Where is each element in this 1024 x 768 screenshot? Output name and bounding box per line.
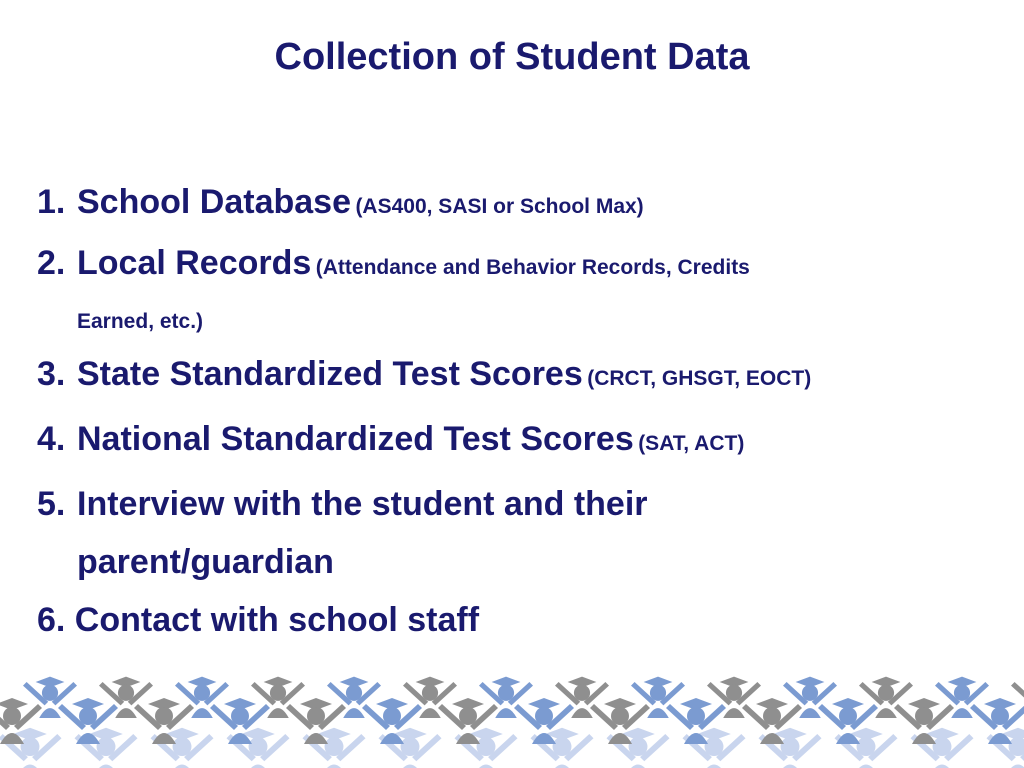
graduate-figure-icon (151, 728, 214, 768)
item-main-text: Interview with the student and their (77, 485, 648, 523)
item-sub-text: (AS400, SASI or School Max) (355, 195, 644, 218)
item-main-text-continued: parent/guardian (77, 543, 334, 581)
graduate-figure-icon (683, 728, 746, 768)
data-sources-list (37, 176, 997, 649)
list-item-6: 6. Contact with school staff (37, 601, 480, 639)
item-sub-text: (Attendance and Behavior Records, Credits (315, 256, 750, 279)
list-number: 1. (37, 183, 66, 221)
item-sub-text-continued: Earned, etc.) (77, 310, 204, 333)
graduate-figure-icon (455, 728, 518, 768)
list-number: 5. (37, 485, 66, 523)
graduate-figures-border (0, 664, 1024, 768)
item-sub-text: (CRCT, GHSGT, EOCT) (587, 367, 812, 390)
item-sub-text: (SAT, ACT) (638, 432, 745, 455)
list-number: 4. (37, 420, 66, 458)
graduate-figure-icon (531, 728, 594, 768)
list-item-2 (37, 234, 997, 345)
list-item-1 (37, 176, 997, 234)
list-item-4 (37, 410, 997, 475)
graduate-figure-icon (227, 728, 290, 768)
graduate-figure-icon (379, 728, 442, 768)
list-number: 3. (37, 355, 66, 393)
item-main-text: Local Records (77, 244, 312, 282)
list-item-5 (37, 475, 997, 591)
item-main-text: State Standardized Test Scores (77, 355, 583, 393)
graduate-figure-icon (987, 728, 1024, 768)
list-item-3 (37, 345, 997, 410)
graduate-figure-icon (835, 728, 898, 768)
graduate-figure-icon (607, 728, 670, 768)
item-main-text: School Database (77, 183, 351, 221)
graduate-figure-icon (911, 728, 974, 768)
graduate-figure-icon (759, 728, 822, 768)
graduate-figure-icon (75, 728, 138, 768)
item-main-text: National Standardized Test Scores (77, 420, 634, 458)
slide-title: Collection of Student Data (274, 36, 750, 78)
list-number: 2. (37, 244, 66, 282)
graduate-figure-icon (303, 728, 366, 768)
